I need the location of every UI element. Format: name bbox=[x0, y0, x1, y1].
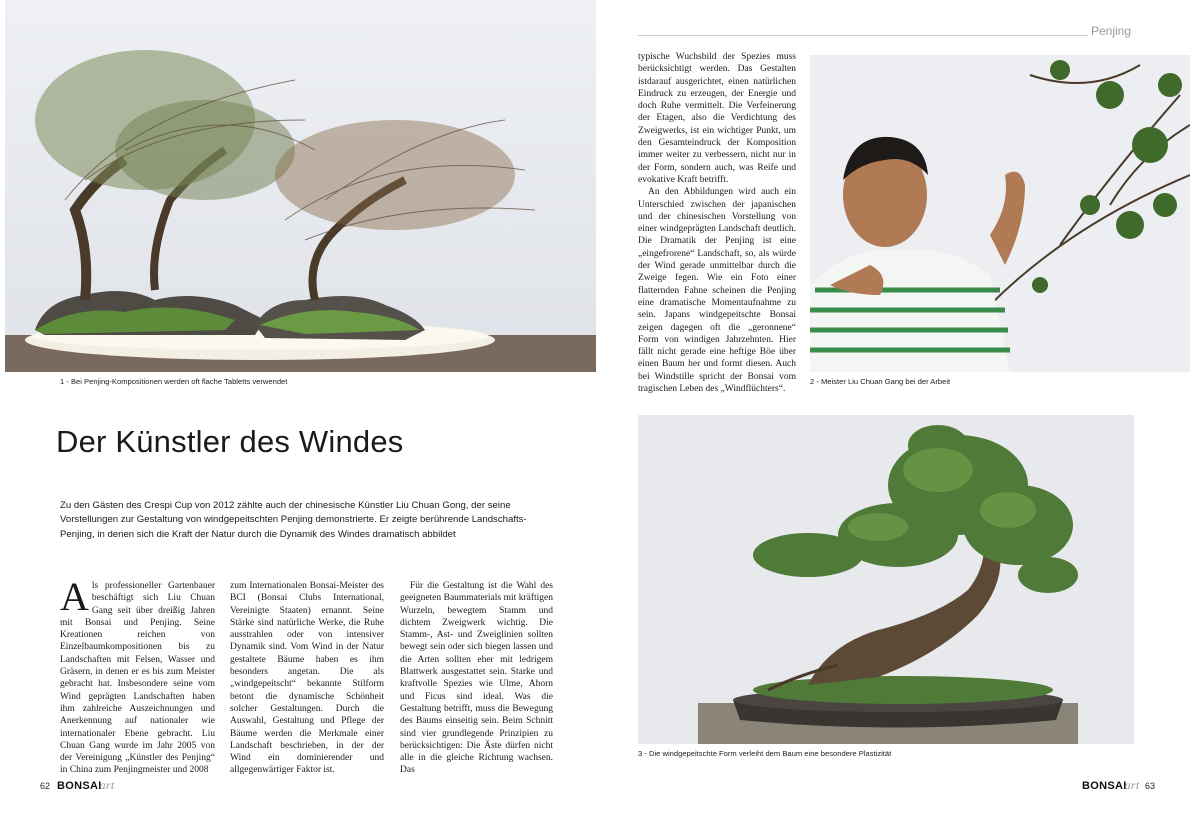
section-label: Penjing bbox=[1091, 24, 1132, 38]
body-column-4 bbox=[638, 51, 796, 395]
right-page-number: 63 bbox=[1145, 781, 1156, 791]
drop-cap: A bbox=[60, 574, 89, 619]
intro-line-1: Zu den Gästen des Crespi Cup von 2012 zählte auch der chinesische Künstler Liu Chuan Gong, der seine bbox=[60, 500, 511, 511]
artist-portrait-image bbox=[810, 55, 1190, 372]
bonsai-art-logo-left bbox=[57, 778, 115, 793]
column-1-text: ls professioneller Gartenbauer beschäftigt sich Liu Chuan Gang seit über dreißig Jahren mit Bonsai und Penjing. Seine Kreationen reichen von Einzelbaumkompositionen bis zu Landschaften mit Felsen, Wasser und Gräsern, in denen er es bis zum Meister gebracht hat. Insbesondere seine vom Wind geprägten Landschaften haben ihm zahlreiche Auszeichnungen und Anerkennung auf nationaler wie internationaler Ebene gebracht. Liu Chuan Gang wurde im Jahr 2005 von der Vereinigung „Künstler des Penjing“ in China zum Penjingmeister und 2008 bbox=[60, 581, 215, 776]
body-column-2 bbox=[230, 580, 384, 777]
figure-2-artist-photo bbox=[810, 55, 1190, 372]
windswept-bonsai-image bbox=[638, 415, 1134, 744]
column-3-text: Für die Gestaltung ist die Wahl des geeigneten Baummaterials mit kräftigen Wurzeln, bewegtem Stamm und dichtem Zweigwerk wichtig. Die Stamm-, Ast- und Zweiglinien sollten bewegt sein oder sich biegen lassen und die Arten sollten eher mit ledrigem Blattwerk ausgestattet sein. Starke und kraftvolle Spezies wie Ulme, Ahorn und Ficus sind ideal. Was die Gestaltung betrifft, muss die Bewegung des Baums einseitig sein. Beim Schnitt sind vier grundlegende Prinzipien zu berücksichtigen: Die Äste dürfen nicht alle in die gleiche Richtung wachsen. Das bbox=[400, 581, 553, 776]
logo-sub-text: art bbox=[99, 778, 115, 792]
column-4-paragraph-1: typische Wuchsbild der Spezies muss berücksichtigt werden. Das Gestalten istdarauf ausgerichtet, einen natürlichen Eindruck zu erzeugen, der Energie und doch Ruhe vermittelt. Die Verfeinerung der Etagen, also die Verdichtung des Zweigwerks, ist ein wichtiger Punkt, um den Gesamteindruck der Komposition immer weiter zu verbessern, nicht nur in der Form, sondern auch, was Reife und evokative Kraft betrifft. bbox=[638, 52, 796, 185]
intro-line-2: Vorstellungen zur Gestaltung von windgepeitschten Penjing demonstrierte. Er zeigte berührende Landschafts- bbox=[60, 514, 527, 526]
figure-3-caption: 3 - Die windgepeitschte Form verleiht dem Baum eine besondere Plastizität bbox=[638, 749, 892, 758]
article-title: Der Künstler des Windes bbox=[56, 424, 404, 459]
intro-line-3: Penjing, in denen sich die Kraft der Natur durch die Dynamik des Windes dramatisch abbildet bbox=[60, 528, 456, 540]
body-column-3 bbox=[400, 580, 553, 777]
column-4-paragraph-2: An den Abbildungen wird auch ein Unterschied zwischen der japanischen und der chinesischen Vorstellung von einer windgeprägten Landschaft deutlich. Die Dramatik der Penjing ist eine „eingefrorene“ Landschaft, so, als würde der Wind gerade unmittelbar durch die Zweige fegen. Wie ein Foto einer flatternden Fahne scheinen die Penjing eine dramatische Momentaufnahme zu sein. Japans windgepeitschte Bonsai zeigen dagegen oft die „geronnene“ Form von windigen Jahrzehnten. Hier fällt nicht gerade eine heftige Böe über einen Baum her und formt diesen. Auch bei Windstille spricht der Bonsai vom tragischen Leben des „Windflüchters“. bbox=[638, 187, 796, 395]
article-intro bbox=[60, 499, 560, 542]
penjing-landscape-image bbox=[5, 0, 596, 372]
left-page-number: 62 bbox=[40, 781, 51, 791]
figure-2-caption: 2 - Meister Liu Chuan Gang bei der Arbeit bbox=[810, 377, 951, 386]
logo-sub-text: art bbox=[1124, 778, 1140, 792]
logo-main-text: BONSAI bbox=[1082, 780, 1127, 792]
column-2-text: zum Internationalen Bonsai-Meister des BCI (Bonsai Clubs International, Vereinigte Staaten) ernannt. Seine Stärke sind natürliche Werke, die Ruhe ausstrahlen oder von intensiver Dynamik sind. Vom Wind in der Natur gestaltete Bäume haben es ihm besonders angetan. Die als „windgepeitscht“ bekannte Stilform betont die dynamische Schönheit solcher Gestaltungen. Durch die Auswahl, Gestaltung und Pflege der Bäume werden die Merkmale einer Landschaft beschrieben, in der der Wind ein dominierender und allgegenwärtiger Faktor ist. bbox=[230, 581, 384, 776]
body-column-1 bbox=[60, 574, 215, 777]
header-rule bbox=[638, 35, 1088, 36]
logo-main-text: BONSAI bbox=[57, 780, 102, 792]
figure-1-penjing-photo bbox=[5, 0, 596, 372]
figure-1-caption: 1 - Bei Penjing-Kompositionen werden oft flache Tabletts verwendet bbox=[60, 377, 288, 386]
bonsai-art-logo-right bbox=[1082, 778, 1140, 793]
figure-3-bonsai-photo bbox=[638, 415, 1134, 744]
